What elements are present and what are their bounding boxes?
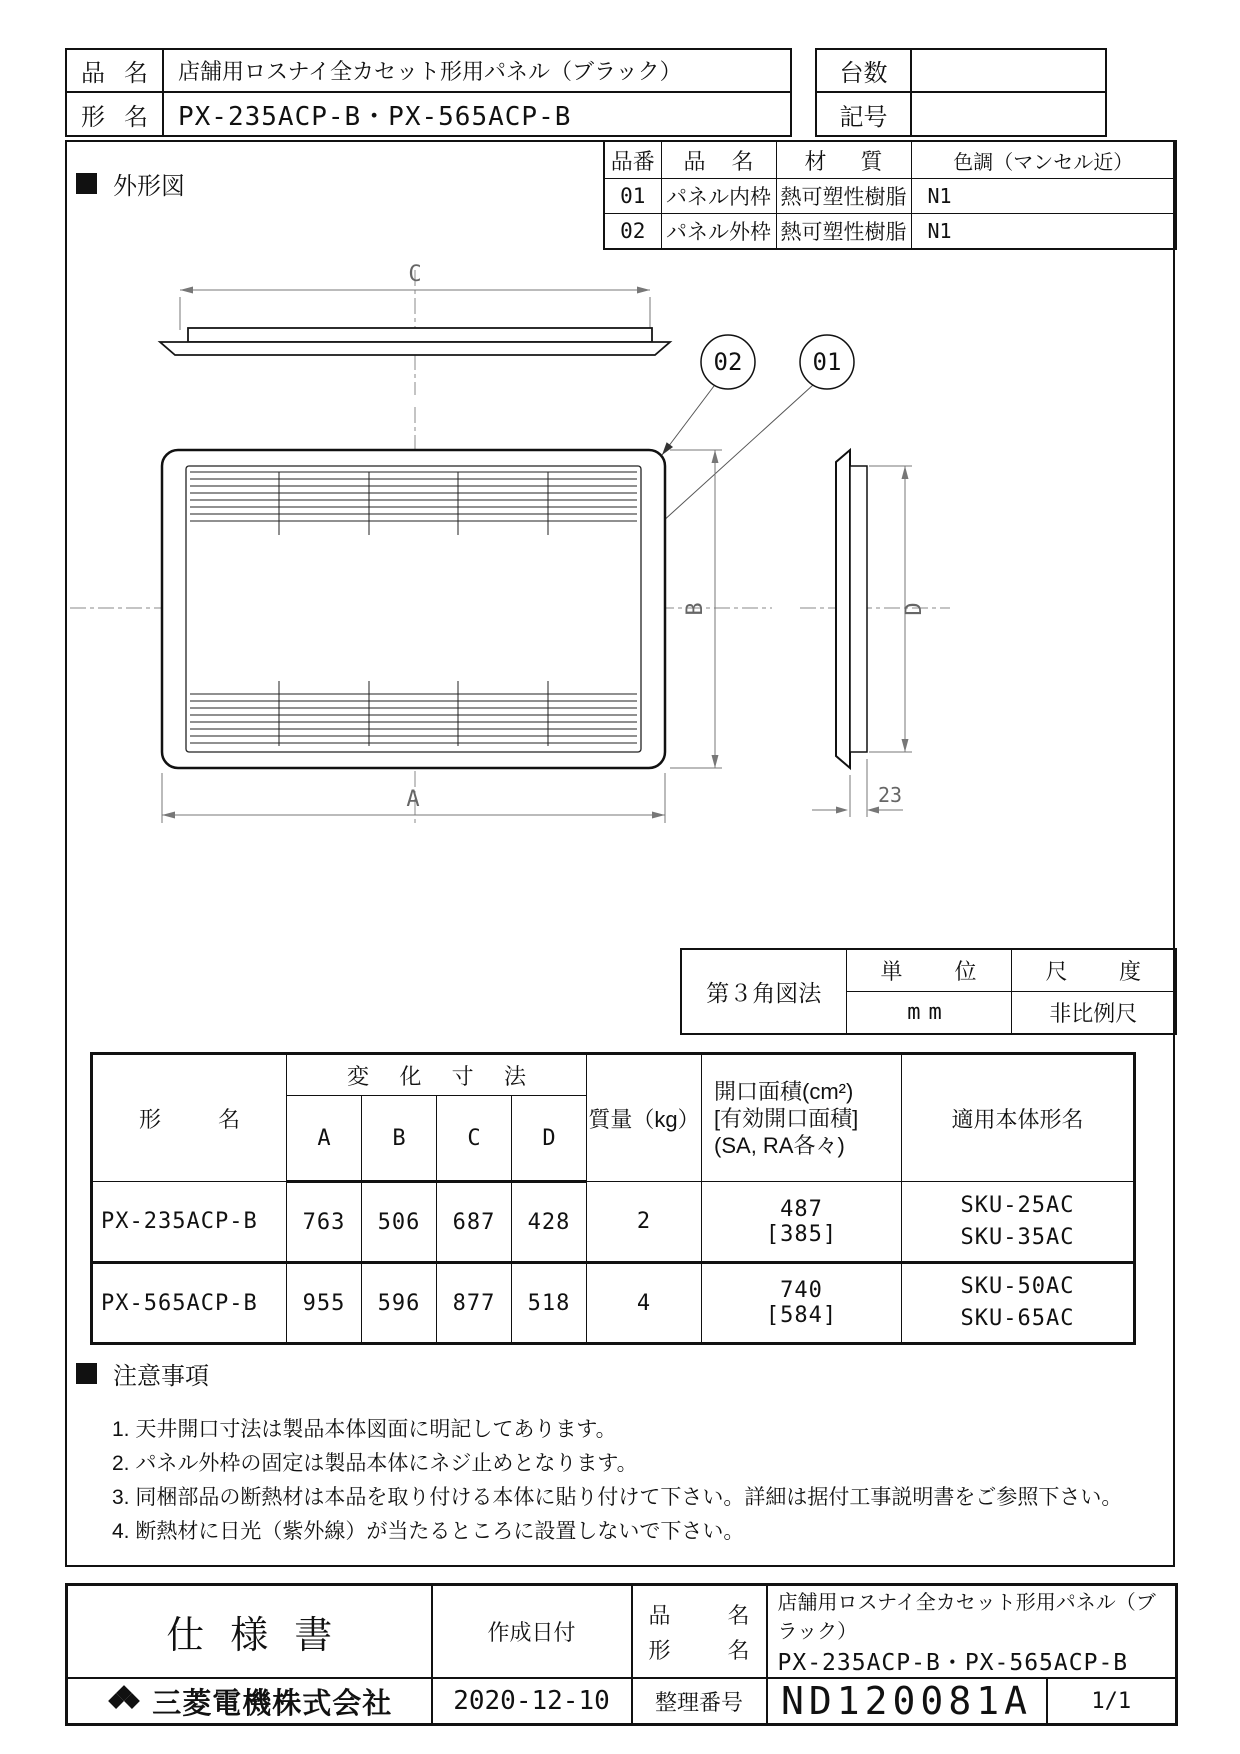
arrowhead <box>902 739 909 752</box>
scale-label: 尺度 <box>1045 959 1141 984</box>
mass-header: 質量（kg） <box>587 1054 702 1182</box>
outline-section-title <box>76 166 185 201</box>
table-row <box>92 1182 1135 1263</box>
scale-label-cell <box>1011 949 1176 992</box>
materials-header-partno: 品番 <box>604 141 661 179</box>
row-dim-d: 518 <box>512 1263 587 1344</box>
footer-product-label: 品名 <box>648 1602 750 1628</box>
row-dim-a: 955 <box>287 1263 362 1344</box>
arrowhead <box>902 466 909 479</box>
footer-model-label: 形名 <box>648 1637 750 1663</box>
row-opening-effective: [385] <box>765 1221 838 1247</box>
outline-title: 外形図 <box>113 173 185 200</box>
model-label-cell <box>66 92 163 136</box>
scale-value: 非比例尺 <box>1011 992 1176 1035</box>
row-bodies-cell <box>902 1263 1135 1344</box>
symbol-label: 記号 <box>816 92 911 136</box>
balloon-02 <box>701 335 755 389</box>
balloon-01-label: 01 <box>812 348 842 376</box>
footer-name-values-cell <box>767 1585 1177 1679</box>
notes-title: 注意事項 <box>113 1363 209 1390</box>
projection-method: 第３角図法 <box>681 949 846 1034</box>
ref-value: ND120081A <box>767 1678 1047 1725</box>
dim-label-b: B <box>683 602 708 616</box>
balloon-01 <box>800 335 854 389</box>
note-item: 1. 天井開口寸法は製品本体図面に明記してあります。 <box>112 1418 617 1441</box>
materials-row <box>604 214 1176 250</box>
opening-header-line2: [有効開口面積] <box>714 1105 859 1131</box>
front-view <box>162 450 665 768</box>
row-opening-cell <box>702 1263 902 1344</box>
dim-label-d: D <box>902 602 927 616</box>
product-label-cell <box>66 49 163 92</box>
table-row <box>92 1263 1135 1344</box>
materials-header-name-cell <box>661 141 776 179</box>
doc-type: 仕様書 <box>67 1585 432 1679</box>
row-mass: 4 <box>587 1263 702 1344</box>
row-dim-d: 428 <box>512 1182 587 1263</box>
company-cell <box>67 1678 432 1725</box>
section-bullet-icon <box>76 1363 97 1384</box>
row-body2: SKU-65AC <box>960 1306 1075 1331</box>
material-name: パネル内枠 <box>661 179 776 214</box>
footer-model-name: PX-235ACP-B・PX-565ACP-B <box>777 1650 1129 1676</box>
dim-label-a: A <box>406 787 420 812</box>
arrowhead <box>162 812 175 819</box>
row-opening: 487 <box>780 1196 823 1222</box>
row-mass: 2 <box>587 1182 702 1263</box>
date-label: 作成日付 <box>432 1585 632 1679</box>
side-view <box>836 450 867 768</box>
ref-label: 整理番号 <box>632 1678 767 1725</box>
row-dim-b: 596 <box>362 1263 437 1344</box>
symbol-value-cell <box>911 92 1106 136</box>
arrowhead <box>836 807 848 814</box>
units-symbol-table <box>815 48 1107 137</box>
material-color: N1 <box>911 214 1176 250</box>
notes-section-title <box>76 1356 209 1391</box>
unit-label-cell <box>846 949 1011 992</box>
date-value: 2020-12-10 <box>432 1678 632 1725</box>
dim-col-c: C <box>437 1096 512 1182</box>
balloon-02-label: 02 <box>713 348 743 376</box>
row-opening: 740 <box>780 1278 823 1303</box>
arrowhead <box>712 755 719 768</box>
row-opening-effective: [584] <box>765 1303 838 1328</box>
dim-col-a: A <box>287 1096 362 1182</box>
material-color: N1 <box>911 179 1176 214</box>
product-label: 品名 <box>81 60 148 87</box>
model-name: PX-235ACP-B・PX-565ACP-B <box>163 92 791 136</box>
material-partno: 01 <box>604 179 661 214</box>
row-body2: SKU-35AC <box>960 1224 1075 1250</box>
dim-model-header: 形名 <box>139 1106 240 1132</box>
notes-list <box>112 1413 1122 1549</box>
dim-model-header-cell <box>92 1054 287 1182</box>
note-item: 2. パネル外枠の固定は製品本体にネジ止めとなります。 <box>112 1452 638 1475</box>
materials-header-material-cell <box>776 141 911 179</box>
arrowhead <box>652 812 665 819</box>
opening-header-line3: (SA, RA各々) <box>714 1132 845 1158</box>
note-item: 4. 断熱材に日光（紫外線）が当たるところに設置しないで下さい。 <box>112 1520 745 1543</box>
body-header: 適用本体形名 <box>902 1054 1135 1182</box>
row-body1: SKU-50AC <box>960 1274 1075 1299</box>
units-value-cell <box>911 49 1106 92</box>
dim-label-23: 23 <box>877 783 903 807</box>
dim-label-c: C <box>408 262 422 287</box>
product-name: 店舗用ロスナイ全カセット形用パネル（ブラック） <box>163 49 791 92</box>
units-label: 台数 <box>816 49 911 92</box>
row-dim-c: 877 <box>437 1263 512 1344</box>
unit-value: mm <box>846 992 1011 1035</box>
footer-name-labels-cell <box>632 1585 767 1679</box>
row-opening-cell <box>702 1182 902 1263</box>
projection-table <box>680 948 1177 1035</box>
model-label: 形名 <box>81 103 148 131</box>
top-profile-view <box>160 328 670 355</box>
row-model: PX-235ACP-B <box>92 1182 287 1263</box>
row-dim-a: 763 <box>287 1182 362 1263</box>
material-partno: 02 <box>604 214 661 250</box>
materials-header-color: 色調（マンセル近） <box>911 141 1176 179</box>
footer-product-name: 店舗用ロスナイ全カセット形用パネル（ブラック） <box>777 1592 1156 1643</box>
materials-row <box>604 179 1176 214</box>
row-bodies-cell <box>902 1182 1135 1263</box>
arrowhead <box>867 807 879 814</box>
section-bullet-icon <box>76 173 97 194</box>
dims-header: 変化寸法 <box>347 1063 527 1089</box>
note-item: 3. 同梱部品の断熱材は本品を取り付ける本体に貼り付けて下さい。詳細は据付工事説明書をご参照下さい。 <box>112 1486 1123 1509</box>
dims-header-cell <box>287 1054 587 1096</box>
row-model: PX-565ACP-B <box>92 1263 287 1344</box>
dim-col-b: B <box>362 1096 437 1182</box>
unit-label: 単位 <box>880 959 977 984</box>
company-name: 三菱電機株式会社 <box>152 1687 393 1720</box>
header-table <box>65 48 792 137</box>
dimensions-table <box>90 1052 1136 1345</box>
material-name: パネル外枠 <box>661 214 776 250</box>
page-number: 1/1 <box>1047 1678 1177 1725</box>
dim-col-d: D <box>512 1096 587 1182</box>
material-material: 熱可塑性樹脂 <box>776 179 911 214</box>
mitsubishi-logo-icon <box>106 1685 142 1717</box>
arrowhead <box>712 450 719 463</box>
footer-table <box>65 1583 1178 1726</box>
opening-header-line1: 開口面積(cm²) <box>714 1078 854 1104</box>
opening-header-cell <box>702 1054 902 1182</box>
arrowhead <box>637 287 650 294</box>
materials-table <box>603 140 1177 250</box>
row-body1: SKU-25AC <box>960 1192 1075 1218</box>
material-material: 熱可塑性樹脂 <box>776 214 911 250</box>
outline-drawing <box>0 245 1240 945</box>
arrowhead <box>180 287 193 294</box>
materials-header-material: 材質 <box>804 148 883 174</box>
row-dim-b: 506 <box>362 1182 437 1263</box>
row-dim-c: 687 <box>437 1182 512 1263</box>
materials-header-name: 品名 <box>683 148 754 174</box>
